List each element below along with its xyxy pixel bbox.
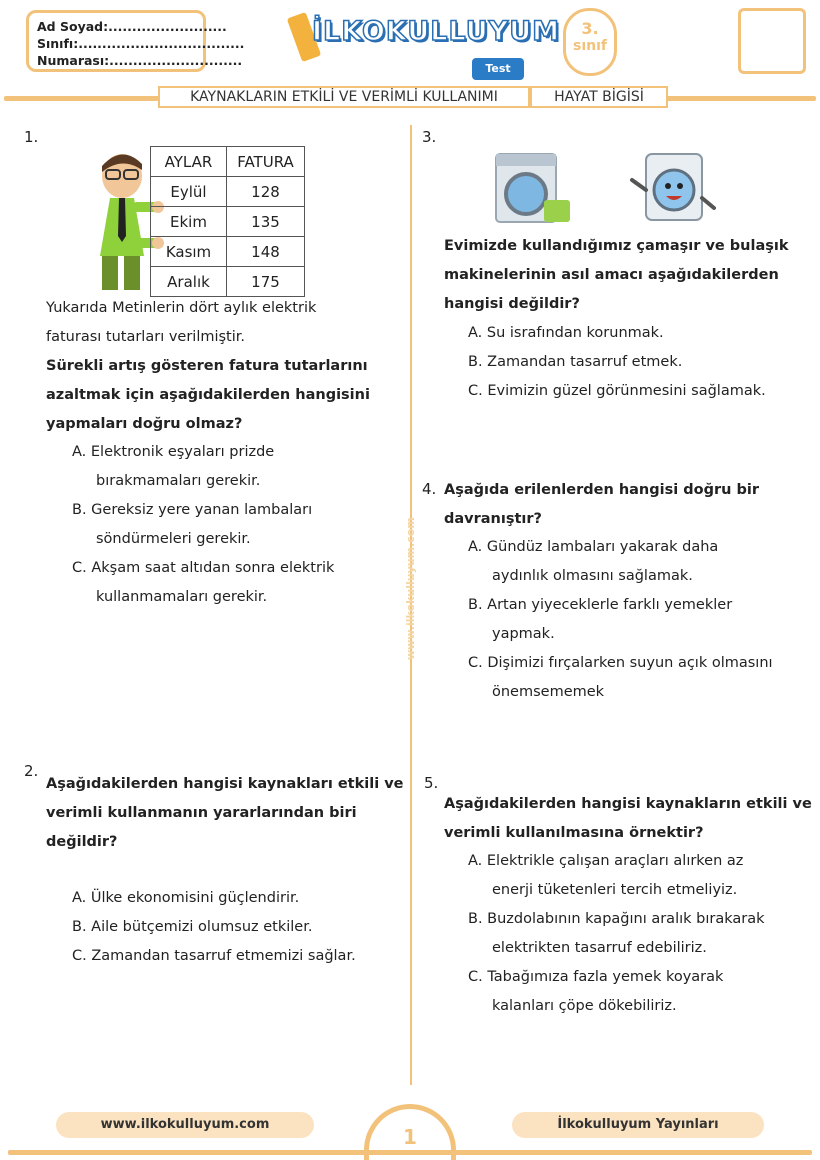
subject-title: KAYNAKLARIN ETKİLİ VE VERİMLİ KULLANIMI [158, 86, 530, 108]
option-text: Ülke ekonomisini güçlendirir. [90, 890, 300, 906]
q3-option-b[interactable] [468, 348, 766, 377]
footer-website[interactable]: www.ilkokulluyum.com [56, 1112, 314, 1138]
logo [292, 10, 560, 78]
footer-line [8, 1150, 812, 1155]
title-bar [0, 86, 820, 108]
option-text: Artan yiyeceklerle farklı yemekler [487, 597, 733, 613]
option-text: Aile bütçemizi olumsuz etkiler. [91, 919, 313, 935]
table-header: FATURA [227, 147, 305, 177]
q1-options [72, 438, 334, 612]
option-letter: C. [468, 655, 483, 671]
table-cell: 135 [227, 207, 305, 237]
table-header-row [151, 147, 305, 177]
option-letter: B. [468, 354, 483, 370]
option-text: Elektrikle çalışan araçları alırken az [486, 853, 744, 869]
page-number: 1 [364, 1104, 456, 1160]
option-text-cont: önemsememek [492, 684, 605, 700]
logo-badge: Test [472, 58, 524, 80]
q2-question-line: değildir? [46, 834, 118, 850]
score-box [738, 8, 806, 74]
q4-option-a[interactable] [468, 533, 773, 562]
q1-option-c[interactable] [72, 554, 334, 583]
option-text-cont: bırakmamaları gerekir. [96, 473, 261, 489]
option-text: Gündüz lambaları yakarak daha [486, 539, 719, 555]
watermark: www.ilkokulluyum.com [404, 517, 417, 660]
q5-option-a[interactable] [468, 847, 764, 876]
option-letter: A. [468, 325, 483, 341]
option-text: Zamandan tasarruf etmemizi sağlar. [91, 948, 356, 964]
table-cell: Ekim [151, 207, 227, 237]
q2-option-a[interactable] [72, 884, 356, 913]
q2-body [46, 770, 404, 857]
q5-option-b[interactable] [468, 905, 764, 934]
q1-intro-line: Yukarıda Metinlerin dört aylık elektrik [46, 300, 317, 316]
q2-option-b[interactable] [72, 913, 356, 942]
option-letter: B. [72, 919, 87, 935]
table-cell: 128 [227, 177, 305, 207]
q5-body [444, 790, 812, 848]
option-text: Buzdolabının kapağını aralık bırakarak [487, 911, 765, 927]
q1-question-line: yapmaları doğru olmaz? [46, 416, 243, 432]
q1-option-a[interactable] [72, 438, 334, 467]
q5-question-line: Aşağıdakilerden hangisi kaynakların etkili ve [444, 796, 812, 812]
grade-number: 3. [581, 19, 599, 38]
q1-question-line: azaltmak için aşağıdakilerden hangisini [46, 387, 370, 403]
student-info-box [26, 10, 245, 72]
option-text: Tabağımıza fazla yemek koyarak [487, 969, 724, 985]
option-letter: C. [72, 560, 87, 576]
q3-body [444, 232, 789, 319]
option-text: Evimizin güzel görünmesini sağlamak. [487, 383, 766, 399]
q3-options [468, 319, 766, 406]
option-text: Akşam saat altıdan sonra elektrik [91, 560, 335, 576]
q5-option-c[interactable] [468, 963, 764, 992]
table-row [151, 207, 305, 237]
q2-question-line: Aşağıdakilerden hangisi kaynakları etkili ve [46, 776, 404, 792]
option-text: Zamandan tasarruf etmek. [487, 354, 683, 370]
q3-question-line: makinelerinin asıl amacı aşağıdakilerden [444, 267, 779, 283]
option-letter: A. [72, 444, 87, 460]
option-text-cont: elektrikten tasarruf edebiliriz. [492, 940, 707, 956]
option-text-cont: yapmak. [492, 626, 555, 642]
table-cell: Aralık [151, 267, 227, 297]
logo-text: İLKOKULLUYUM [312, 16, 560, 47]
table-row [151, 177, 305, 207]
q2-option-c[interactable] [72, 942, 356, 971]
course-title: HAYAT BİGİSİ [530, 86, 668, 108]
option-letter: B. [468, 911, 483, 927]
q1-intro-line: faturası tutarları verilmiştir. [46, 329, 246, 345]
q5-number: 5. [424, 774, 439, 792]
table-cell: Kasım [151, 237, 227, 267]
q3-option-c[interactable] [468, 377, 766, 406]
grade-word: sınıf [573, 38, 607, 54]
option-text: Su israfından korunmak. [486, 325, 664, 341]
q4-number: 4. [422, 480, 437, 498]
option-letter: B. [72, 502, 87, 518]
q2-options [72, 884, 356, 971]
table-row [151, 267, 305, 297]
q2-number: 2. [24, 762, 39, 780]
q1-number: 1. [24, 128, 39, 146]
option-letter: C. [468, 969, 483, 985]
option-text: Elektronik eşyaları prizde [90, 444, 275, 460]
table-cell: 148 [227, 237, 305, 267]
washing-machine-icon [494, 150, 574, 230]
q1-body [46, 294, 370, 439]
class-label: Sınıfı:................................... [37, 36, 245, 51]
option-letter: C. [468, 383, 483, 399]
q3-option-a[interactable] [468, 319, 766, 348]
q3-question-line: hangisi değildir? [444, 296, 580, 312]
q1-option-b[interactable] [72, 496, 334, 525]
option-text: Gereksiz yere yanan lambaları [91, 502, 313, 518]
q3-number: 3. [422, 128, 437, 146]
option-letter: B. [468, 597, 483, 613]
table-header: AYLAR [151, 147, 227, 177]
option-letter: A. [72, 890, 87, 906]
q4-question-line: davranıştır? [444, 511, 542, 527]
q4-option-c[interactable] [468, 649, 773, 678]
name-label: Ad Soyad:......................... [37, 19, 227, 34]
option-text-cont: söndürmeleri gerekir. [96, 531, 251, 547]
q5-question-line: verimli kullanılmasına örnektir? [444, 825, 704, 841]
q5-options [468, 847, 764, 1021]
option-text-cont: kalanları çöpe dökebiliriz. [492, 998, 677, 1014]
q4-option-b[interactable] [468, 591, 773, 620]
option-text: Dişimizi fırçalarken suyun açık olmasını [487, 655, 773, 671]
q4-options [468, 533, 773, 707]
option-text-cont: enerji tüketenleri tercih etmeliyiz. [492, 882, 738, 898]
bill-table [150, 146, 305, 297]
q3-question-line: Evimizde kullandığımız çamaşır ve bulaşık [444, 238, 789, 254]
table-row [151, 237, 305, 267]
q4-question-line: Aşağıda erilenlerden hangisi doğru bir [444, 482, 759, 498]
option-text-cont: aydınlık olmasını sağlamak. [492, 568, 693, 584]
table-cell: 175 [227, 267, 305, 297]
q4-body [444, 476, 759, 534]
option-letter: A. [468, 853, 483, 869]
q1-question-line: Sürekli artış gösteren fatura tutarlarını [46, 358, 368, 374]
grade-badge [563, 8, 617, 76]
number-label: Numarası:............................ [37, 53, 243, 68]
option-text-cont: kullanmamaları gerekir. [96, 589, 268, 605]
option-letter: C. [72, 948, 87, 964]
table-cell: Eylül [151, 177, 227, 207]
q2-question-line: verimli kullanmanın yararlarından biri [46, 805, 357, 821]
option-letter: A. [468, 539, 483, 555]
footer-publisher: İlkokulluyum Yayınları [512, 1112, 764, 1138]
dishwasher-mascot-icon [628, 150, 718, 230]
